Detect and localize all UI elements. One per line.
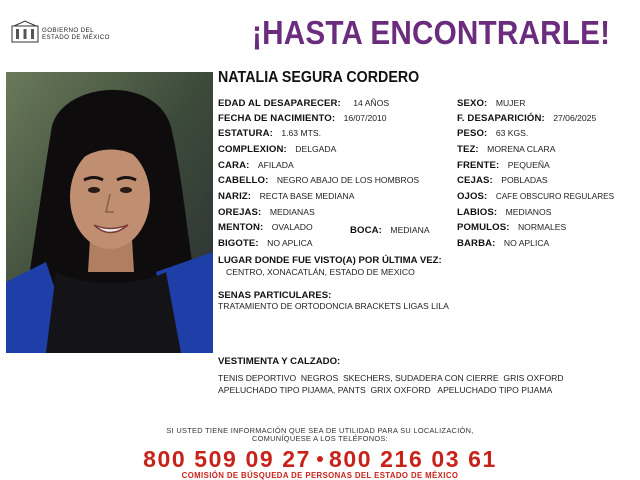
frente-label: FRENTE:: [457, 160, 500, 171]
field-complexion: [218, 142, 336, 155]
sexo-label: SEXO:: [457, 98, 488, 109]
edad-label: EDAD AL DESAPARECER:: [218, 98, 341, 109]
field-barba: [457, 236, 549, 249]
separator-dot-icon: [317, 456, 323, 462]
boca-value: MEDIANA: [390, 225, 430, 235]
orejas-label: OREJAS:: [218, 207, 262, 218]
field-edad: [218, 96, 389, 109]
commission-name: COMISIÓN DE BÚSQUEDA DE PERSONAS DEL ESTADO DE MÉXICO: [181, 471, 459, 480]
government-logo-icon: [10, 20, 40, 44]
bigote-label: BIGOTE:: [218, 238, 259, 249]
ojos-label: OJOS:: [457, 191, 488, 202]
notice-line-1: SI USTED TIENE INFORMACIÓN QUE SEA DE UTILIDAD PARA SU LOCALIZACIÓN,: [166, 426, 474, 435]
field-ojos: [457, 189, 614, 202]
barba-label: BARBA:: [457, 238, 496, 249]
field-bigote: [218, 236, 313, 249]
contact-notice: [0, 427, 640, 444]
field-tez: [457, 142, 555, 155]
field-nariz: [218, 189, 354, 202]
menton-value: OVALADO: [271, 222, 313, 232]
clothing-label: VESTIMENTA Y CALZADO:: [218, 356, 341, 367]
cabello-value: NEGRO ABAJO DE LOS HOMBROS: [276, 175, 420, 185]
field-f-desaparicion: [457, 111, 596, 124]
cejas-value: POBLADAS: [501, 175, 548, 185]
pomulos-value: NORMALES: [517, 222, 567, 232]
nariz-label: NARIZ:: [218, 191, 252, 202]
orejas-value: MEDIANAS: [269, 207, 315, 217]
peso-label: PESO:: [457, 128, 488, 139]
bigote-value: NO APLICA: [267, 238, 313, 248]
missing-person-photo: [6, 72, 213, 353]
complexion-value: DELGADA: [295, 144, 337, 154]
gov-line-2: ESTADO DE MÉXICO: [42, 34, 110, 41]
labios-value: MEDIANOS: [505, 207, 552, 217]
field-menton: [218, 220, 313, 233]
estatura-label: ESTATURA:: [218, 128, 273, 139]
clothing-line-1: TENIS DEPORTIVO NEGROS SKECHERS, SUDADERA CON CIERRE GRIS OXFORD: [218, 373, 564, 383]
field-cabello: [218, 173, 419, 186]
complexion-label: COMPLEXION:: [218, 144, 287, 155]
marks-label: SENAS PARTICULARES:: [218, 290, 332, 301]
headline: ¡HASTA ENCONTRARLE!: [252, 14, 611, 51]
field-fecha-nacimiento: [218, 111, 387, 124]
fecha-nacimiento-label: FECHA DE NACIMIENTO:: [218, 113, 336, 124]
last-seen-label: LUGAR DONDE FUE VISTO(A) POR ÚLTIMA VEZ:: [218, 255, 442, 266]
edad-value: 14 AÑOS: [353, 98, 390, 108]
clothing-line-2: APELUCHADO TIPO PIJAMA, PANTS GRIX OXFORD APELUCHADO TIPO PIJAMA: [218, 385, 553, 395]
f-desaparicion-value: 27/06/2025: [553, 113, 597, 123]
field-estatura: [218, 126, 321, 139]
phone-1[interactable]: 800 509 09 27: [143, 446, 311, 472]
field-pomulos: [457, 220, 566, 233]
tez-value: MORENA CLARA: [487, 144, 556, 154]
field-frente: [457, 158, 550, 171]
field-boca: [350, 223, 430, 236]
field-cejas: [457, 173, 548, 186]
tez-label: TEZ:: [457, 144, 479, 155]
sexo-value: MUJER: [495, 98, 526, 108]
phone-2[interactable]: 800 216 03 61: [329, 446, 497, 472]
cara-label: CARA:: [218, 160, 250, 171]
f-desaparicion-label: F. DESAPARICIÓN:: [457, 113, 545, 124]
menton-label: MENTON:: [218, 222, 264, 233]
field-labios: [457, 205, 551, 218]
gov-line-1: GOBIERNO DEL: [42, 27, 94, 34]
cabello-label: CABELLO:: [218, 175, 269, 186]
person-name: NATALIA SEGURA CORDERO: [218, 69, 420, 86]
nariz-value: RECTA BASE MEDIANA: [259, 191, 355, 201]
last-seen-value: CENTRO, XONACATLÁN, ESTADO DE MEXICO: [226, 267, 415, 277]
government-name: [42, 27, 110, 41]
boca-label: BOCA:: [350, 225, 382, 236]
labios-label: LABIOS:: [457, 207, 498, 218]
marks-value: TRATAMIENTO DE ORTODONCIA BRACKETS LIGAS LILA: [218, 301, 449, 311]
field-cara: [218, 158, 294, 171]
frente-value: PEQUEÑA: [507, 160, 550, 170]
phone-numbers: [0, 446, 640, 473]
peso-value: 63 KGS.: [495, 128, 529, 138]
pomulos-label: POMULOS:: [457, 222, 510, 233]
notice-line-2: COMUNÍQUESE A LOS TELÉFONOS:: [252, 434, 388, 444]
ojos-value: CAFE OBSCURO REGULARES: [495, 192, 615, 201]
field-sexo: [457, 96, 525, 109]
field-peso: [457, 126, 528, 139]
estatura-value: 1.63 MTS.: [281, 128, 322, 138]
fecha-nacimiento-value: 16/07/2010: [343, 113, 387, 123]
barba-value: NO APLICA: [503, 238, 550, 248]
cara-value: AFILADA: [257, 160, 294, 170]
cejas-label: CEJAS:: [457, 175, 493, 186]
